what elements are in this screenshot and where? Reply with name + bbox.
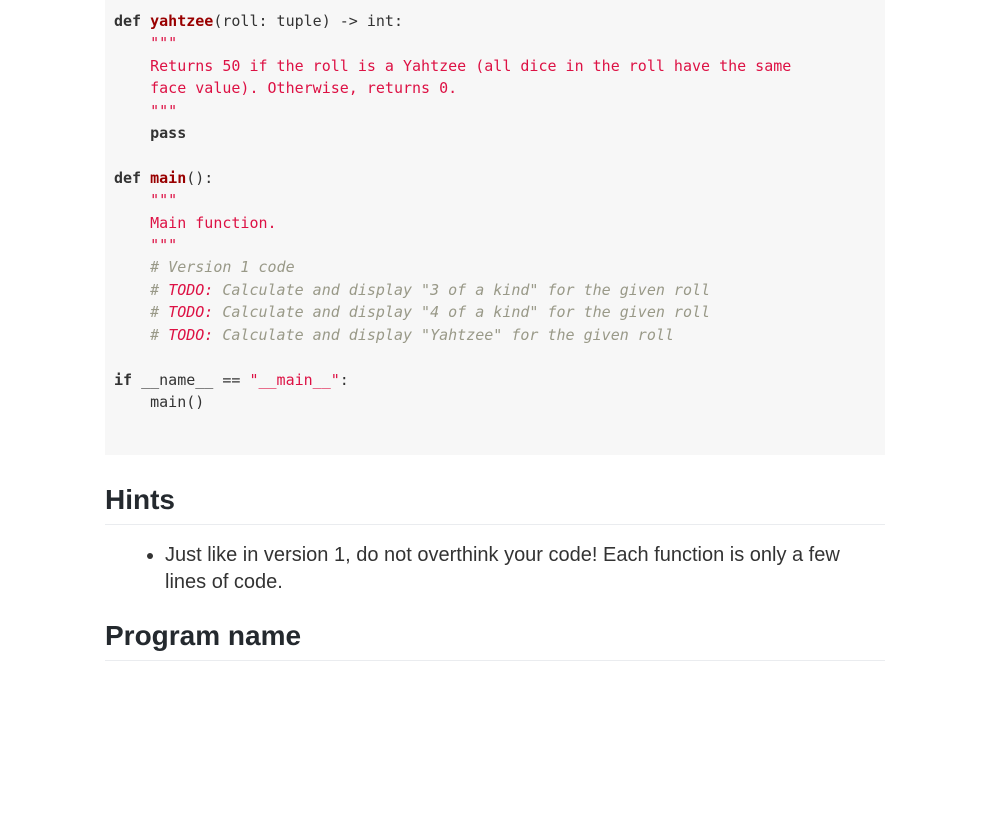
code-line	[114, 371, 349, 389]
code-token: TODO:	[168, 325, 214, 344]
code-line	[114, 281, 710, 299]
code-line	[114, 57, 791, 75]
code-token: main	[150, 168, 187, 187]
code-token	[141, 12, 150, 30]
code-token: # Version 1 code	[150, 258, 295, 277]
code-line	[114, 393, 204, 411]
code-token	[114, 258, 150, 276]
code-listing	[114, 10, 876, 413]
code-token: #	[150, 280, 169, 299]
code-token	[114, 79, 150, 97]
hints-heading: Hints	[105, 484, 885, 525]
code-token	[114, 102, 150, 120]
code-line	[114, 326, 674, 344]
code-token	[114, 57, 150, 75]
code-token	[114, 34, 150, 52]
code-token: """	[150, 34, 178, 53]
code-token: __name__ ==	[132, 370, 250, 389]
code-token: ():	[186, 168, 214, 187]
hint-item: • Just like in version 1, do not overthink your code! Each function is only a few lines of code.	[165, 542, 885, 596]
code-line	[114, 102, 177, 120]
code-token	[114, 281, 150, 299]
code-token: yahtzee	[150, 12, 214, 30]
code-token: """	[150, 191, 178, 210]
code-line	[114, 191, 177, 209]
code-line	[114, 79, 457, 97]
code-token: Calculate and display "Yahtzee" for the given roll	[213, 325, 674, 344]
code-line	[114, 124, 186, 142]
code-token: :	[339, 370, 349, 389]
code-block	[105, 0, 885, 455]
code-token: (roll: tuple) -> int:	[213, 12, 403, 30]
code-token: Calculate and display "4 of a kind" for the given roll	[213, 303, 711, 322]
code-token: Calculate and display "3 of a kind" for the given roll	[213, 280, 711, 299]
code-token	[114, 326, 150, 344]
code-token	[114, 214, 150, 232]
code-token: TODO:	[168, 280, 214, 299]
document-content	[105, 0, 885, 661]
code-token: def	[114, 168, 142, 187]
code-token: if	[114, 370, 133, 389]
code-line	[114, 214, 277, 232]
code-token: def	[114, 12, 142, 30]
code-token	[141, 169, 150, 187]
code-token: face value). Otherwise, returns 0.	[150, 79, 458, 98]
code-token	[114, 236, 150, 254]
code-line	[114, 258, 295, 276]
code-token: Returns 50 if the roll is a Yahtzee (all dice in the roll have the same	[150, 56, 792, 75]
code-token: Main function.	[150, 213, 277, 232]
code-token: main()	[114, 392, 205, 411]
code-token: """	[150, 101, 178, 120]
code-line	[114, 303, 710, 321]
code-line	[114, 34, 177, 52]
hints-list	[105, 542, 885, 596]
code-token: TODO:	[168, 303, 214, 322]
code-token: #	[150, 303, 169, 322]
code-line	[114, 169, 213, 187]
code-token: """	[150, 236, 178, 255]
code-token	[114, 303, 150, 321]
code-token: #	[150, 325, 169, 344]
code-line	[114, 12, 403, 30]
code-line	[114, 236, 177, 254]
code-token: pass	[150, 124, 187, 143]
program-name-heading: Program name	[105, 620, 885, 661]
code-token: "__main__"	[249, 370, 340, 389]
code-token	[114, 191, 150, 209]
code-token	[114, 124, 150, 142]
